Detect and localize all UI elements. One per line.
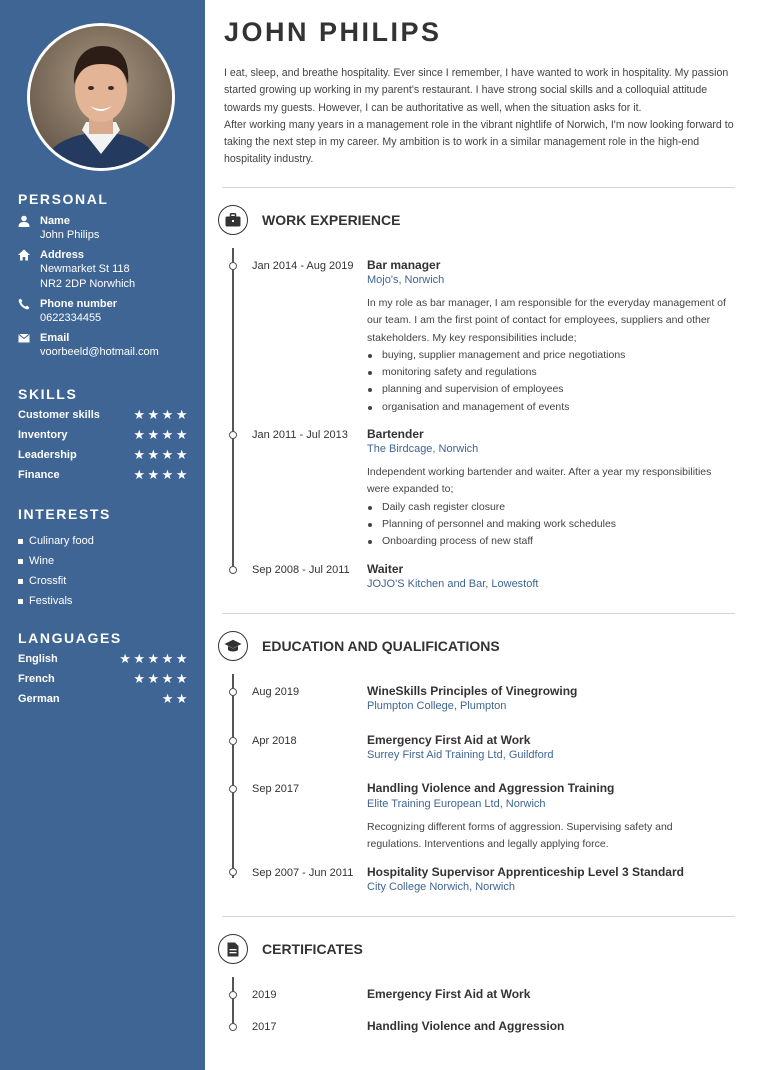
divider — [222, 187, 735, 188]
timeline-dot — [229, 431, 237, 439]
document-icon — [218, 934, 248, 964]
personal-email-label: Email — [40, 332, 70, 344]
job-date: Jan 2011 - Jul 2013 — [252, 429, 348, 441]
personal-address-label: Address — [40, 249, 85, 261]
skill-rating: ★★★★ — [133, 447, 190, 462]
personal-name-label: Name — [40, 215, 70, 227]
education-title-item: Handling Violence and Aggression Training — [367, 781, 615, 795]
education-title-item: Hospitality Supervisor Apprenticeship Level 3 Standard — [367, 865, 684, 879]
education-date: Apr 2018 — [252, 735, 297, 747]
education-title-item: WineSkills Principles of Vinegrowing — [367, 684, 578, 698]
summary-paragraph: I eat, sleep, and breathe hospitality. Ever since I remember, I have wanted to work in hospitality. My passion started growing up working in my parent's restaurant. I have strong social skills and a colloquial attitude towards my guests. However, I can be authoritative as well, when the situation asks for it. — [224, 67, 729, 114]
skill-name: Inventory — [18, 429, 68, 441]
timeline-dot — [229, 991, 237, 999]
list-item: Onboarding process of new staff — [367, 533, 737, 550]
education-institution: City College Norwich, Norwich — [367, 881, 515, 893]
timeline-line — [232, 248, 234, 574]
certificate-date: 2017 — [252, 1021, 277, 1033]
language-row — [18, 669, 190, 689]
certificate-title: Handling Violence and Aggression — [367, 1019, 565, 1033]
education-institution: Surrey First Aid Training Ltd, Guildford — [367, 749, 554, 761]
language-name: English — [18, 653, 58, 665]
education-description: Recognizing different forms of aggression. Supervising safety and regulations. Interventions and legally applying force. — [367, 821, 673, 851]
skills-list — [18, 405, 190, 485]
divider — [222, 916, 735, 917]
sidebar — [0, 0, 205, 1070]
skill-name: Customer skills — [18, 409, 100, 421]
personal-email-value: voorbeeld@hotmail.com — [40, 346, 159, 358]
job-employer: Mojo's, Norwich — [367, 274, 445, 286]
languages-list — [18, 649, 190, 709]
education-title-item: Emergency First Aid at Work — [367, 733, 531, 747]
profile-summary — [224, 65, 738, 169]
personal-name-value: John Philips — [40, 229, 100, 241]
timeline-dot — [229, 737, 237, 745]
timeline-line — [232, 674, 234, 878]
timeline-dot — [229, 868, 237, 876]
timeline-dot — [229, 688, 237, 696]
job-title: Bar manager — [367, 258, 441, 272]
skill-row — [18, 445, 190, 465]
personal-address-line2: NR2 2DP Norwhich — [40, 278, 136, 290]
interest-label: Crossfit — [29, 575, 67, 587]
personal-phone-value: 0622334455 — [40, 312, 102, 324]
certificates-title: CERTIFICATES — [262, 941, 363, 957]
skill-row — [18, 405, 190, 425]
skill-rating: ★★★★ — [133, 467, 190, 482]
list-item: organisation and management of events — [367, 399, 737, 416]
person-icon — [18, 215, 30, 227]
list-item: planning and supervision of employees — [367, 381, 737, 398]
language-name: German — [18, 693, 60, 705]
education-date: Sep 2007 - Jun 2011 — [252, 867, 354, 879]
language-rating: ★★★★ — [133, 671, 190, 686]
job-date: Sep 2008 - Jul 2011 — [252, 564, 350, 576]
work-experience-title: WORK EXPERIENCE — [262, 212, 401, 228]
timeline-dot — [229, 262, 237, 270]
job-responsibilities — [367, 499, 737, 551]
language-rating: ★★★★★ — [119, 651, 190, 666]
mail-icon — [18, 332, 30, 344]
phone-icon — [18, 298, 30, 310]
interest-item — [18, 531, 94, 551]
certificate-title: Emergency First Aid at Work — [367, 987, 531, 1001]
interest-label: Culinary food — [29, 535, 94, 547]
education-date: Aug 2019 — [252, 686, 300, 698]
list-item: Daily cash register closure — [367, 499, 737, 516]
job-description-text: Independent working bartender and waiter. After a year my responsibilities were expanded to; — [367, 466, 712, 496]
skill-row — [18, 465, 190, 485]
language-name: French — [18, 673, 55, 685]
job-employer: JOJO'S Kitchen and Bar, Lowestoft — [367, 578, 539, 590]
languages-heading: LANGUAGES — [18, 630, 122, 646]
personal-list — [18, 214, 198, 368]
personal-phone — [18, 297, 198, 326]
skill-name: Leadership — [18, 449, 77, 461]
interests-list — [18, 531, 94, 611]
skills-heading: SKILLS — [18, 386, 78, 402]
summary-paragraph: After working many years in a management role in the vibrant nightlife of Norwich, I'm now looking forward to taking the next step in my career. My ambition is to work in a similar management role in the high-end hospitality industry. — [224, 118, 734, 166]
job-description-text: In my role as bar manager, I am responsible for the everyday management of our team. I am the first point of contact for employees, suppliers and other stakeholders. My key responsibilities include; — [367, 297, 726, 344]
profile-photo — [27, 23, 175, 171]
personal-address-line1: Newmarket St 118 — [40, 263, 130, 275]
job-responsibilities — [367, 347, 737, 416]
interest-label: Wine — [29, 555, 55, 567]
job-date: Jan 2014 - Aug 2019 — [252, 260, 354, 272]
interest-item — [18, 591, 94, 611]
timeline-dot — [229, 566, 237, 574]
job-description — [367, 464, 737, 550]
education-title: EDUCATION AND QUALIFICATIONS — [262, 638, 500, 654]
language-row — [18, 689, 190, 709]
personal-name — [18, 214, 198, 243]
home-icon — [18, 249, 30, 261]
job-title: Waiter — [367, 562, 404, 576]
personal-email — [18, 331, 198, 360]
personal-address — [18, 248, 198, 292]
education-institution: Elite Training European Ltd, Norwich — [367, 798, 546, 810]
skill-row — [18, 425, 190, 445]
interests-heading: INTERESTS — [18, 506, 111, 522]
list-item: Planning of personnel and making work schedules — [367, 516, 737, 533]
job-employer: The Birdcage, Norwich — [367, 443, 479, 455]
interest-item — [18, 571, 94, 591]
graduation-cap-icon — [218, 631, 248, 661]
interest-label: Festivals — [29, 595, 73, 607]
list-item: buying, supplier management and price negotiations — [367, 347, 737, 364]
certificate-date: 2019 — [252, 989, 277, 1001]
list-item: monitoring safety and regulations — [367, 364, 737, 381]
personal-phone-label: Phone number — [40, 298, 118, 310]
education-institution: Plumpton College, Plumpton — [367, 700, 507, 712]
job-description — [367, 295, 737, 416]
skill-rating: ★★★★ — [133, 427, 190, 442]
divider — [222, 613, 735, 614]
skill-name: Finance — [18, 469, 60, 481]
interest-item — [18, 551, 94, 571]
language-row — [18, 649, 190, 669]
briefcase-icon — [218, 205, 248, 235]
candidate-name: JOHN PHILIPS — [224, 17, 442, 47]
personal-heading: PERSONAL — [18, 191, 109, 207]
timeline-dot — [229, 1023, 237, 1031]
job-title: Bartender — [367, 427, 424, 441]
language-rating: ★★ — [161, 691, 190, 706]
timeline-dot — [229, 785, 237, 793]
skill-rating: ★★★★ — [133, 407, 190, 422]
education-date: Sep 2017 — [252, 783, 300, 795]
